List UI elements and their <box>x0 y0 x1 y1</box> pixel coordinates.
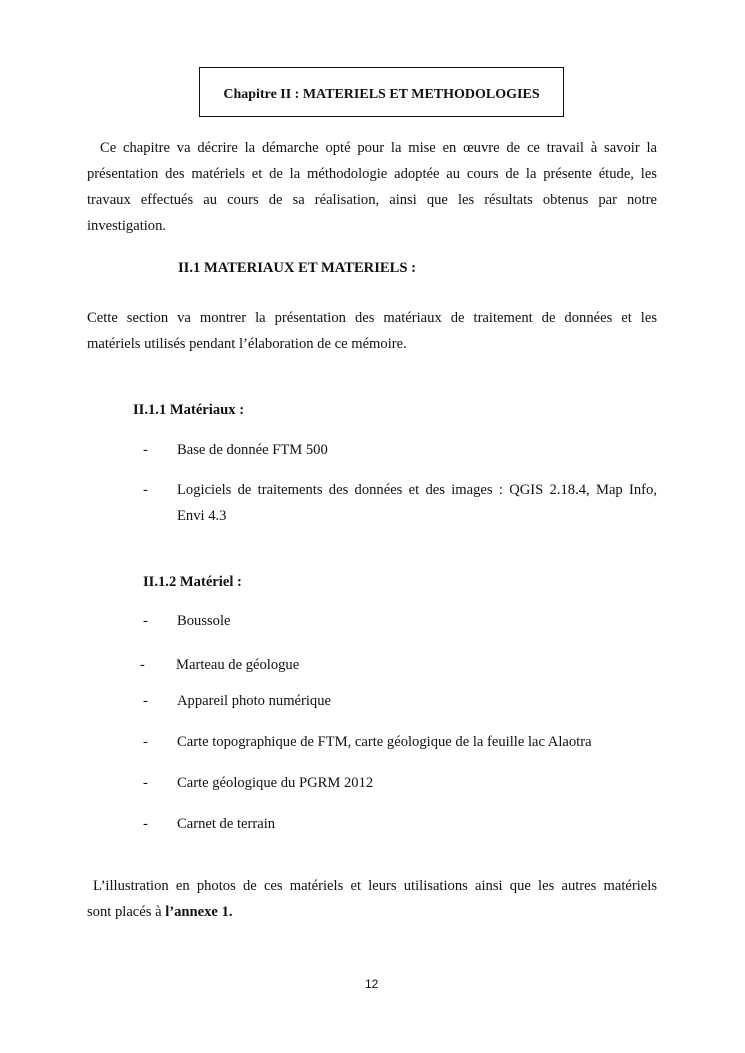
bullet-dash: - <box>140 657 145 673</box>
annex-reference: l’annexe 1. <box>165 904 233 920</box>
intro-line: Ce chapitre va décrire la démarche opté pour la mise en œuvre de ce travail à savoir la <box>100 140 657 156</box>
closing-line <box>87 903 233 921</box>
subsection-heading-materiel: II.1.2 Matériel : <box>143 574 242 590</box>
bullet-dash: - <box>143 613 148 629</box>
bullet-dash: - <box>143 482 148 498</box>
bullet-dash: - <box>143 734 148 750</box>
section-line: Cette section va montrer la présentation des matériaux de traitement de données et les <box>87 310 657 326</box>
chapter-title: Chapitre II : MATERIELS ET METHODOLOGIES <box>223 87 540 102</box>
closing-prefix: sont placés à <box>87 904 166 920</box>
chapter-title-box <box>199 67 564 117</box>
bullet-dash: - <box>143 816 148 832</box>
list-item: Base de donnée FTM 500 <box>177 442 328 458</box>
page-number: 12 <box>365 977 379 991</box>
bullet-dash: - <box>143 775 148 791</box>
list-item: Appareil photo numérique <box>177 693 332 709</box>
section-line: matériels utilisés pendant l’élaboration de ce mémoire. <box>87 336 407 352</box>
list-item: Logiciels de traitements des données et des images : QGIS 2.18.4, Map Info, <box>177 482 657 498</box>
closing-line: L’illustration en photos de ces matériels et leurs utilisations ainsi que les autres matériels <box>93 878 657 894</box>
list-item: Marteau de géologue <box>176 657 300 673</box>
subsection-heading-materiaux: II.1.1 Matériaux : <box>133 402 245 418</box>
section-heading: II.1 MATERIAUX ET MATERIELS : <box>178 260 416 276</box>
list-item: Carte topographique de FTM, carte géologique de la feuille lac Alaotra <box>177 734 592 750</box>
intro-line: investigation. <box>87 218 167 234</box>
bullet-dash: - <box>143 693 148 709</box>
bullet-dash: - <box>143 442 148 458</box>
list-item-continuation: Envi 4.3 <box>177 508 227 524</box>
intro-line: travaux effectués au cours de sa réalisation, ainsi que les résultats obtenus par notre <box>87 192 657 208</box>
list-item: Carnet de terrain <box>177 816 276 832</box>
list-item: Boussole <box>177 613 231 629</box>
list-item: Carte géologique du PGRM 2012 <box>177 775 374 791</box>
intro-line: présentation des matériels et de la méthodologie adoptée au cours de la présente étude, les <box>87 166 657 182</box>
